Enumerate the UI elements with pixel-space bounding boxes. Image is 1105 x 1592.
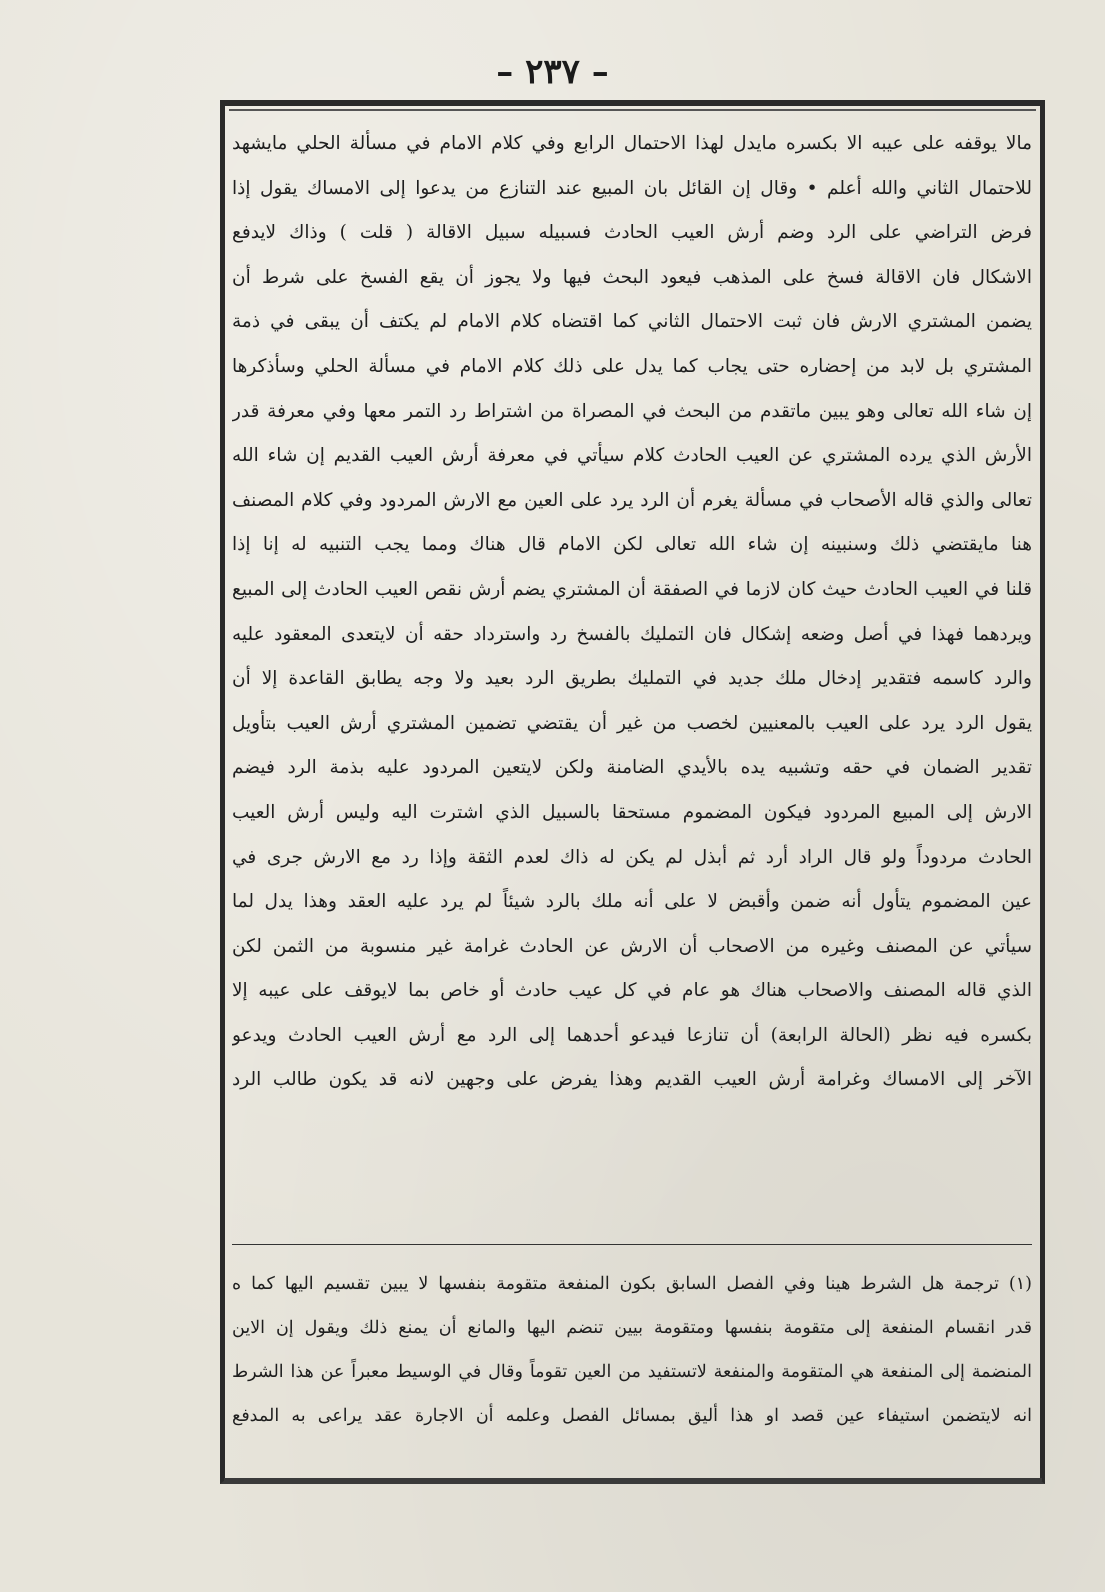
text-line: مالا يوقفه على عيبه الا بكسره مايدل لهذا الاحتمال الرابع وفي كلام الامام في مسألة الحلي مايشهد xyxy=(232,133,1032,154)
footnote-line: انه لايتضمن استيفاء عين قصد او هذا أليق بمسائل الفصل وعلمه أن الاجارة عقد يراعى به المدفع xyxy=(232,1406,1032,1426)
page-number: – ٢٣٧ – xyxy=(496,52,609,92)
text-line: الحادث مردوداً ولو قال الراد أرد ثم أبذل لم يكن له ذاك لعدم الثقة وإذا رد مع الارش جرى في xyxy=(232,846,1032,868)
text-line: ويردهما فهذا في أصل وضعه إشكال فان التمليك بالفسخ رد واسترداد حقه أن لايتعدى المعقود عليه xyxy=(232,623,1032,645)
text-line: الاشكال فان الاقالة فسخ على المذهب فيعود البحث فيها ولا يجوز أن يقع الفسخ على شرط أن xyxy=(232,266,1032,288)
footnote-line: المنضمة إلى المنفعة هي المتقومة والمنفعة لاتستفيد من العين تقوماً وقال في الوسيط معبراً عن هذا الشرط xyxy=(232,1362,1032,1382)
text-line: سيأتي عن المصنف وغيره من الاصحاب أن الارش عن الحادث غرامة غير منسوبة من الثمن لكن xyxy=(232,935,1032,957)
text-line: الأرش الذي يرده المشتري عن العيب الحادث كلام سيأتي في معرفة أرش العيب القديم إن شاء الله xyxy=(232,445,1032,467)
text-line: بكسره فيه نظر (الحالة الرابعة) أن تنازعا فيدعو أحدهما إلى الرد مع أرش العيب الحادث ويدعو xyxy=(232,1024,1032,1046)
text-line: عين المضموم يتأول أنه ضمن وأقبض لا على أنه ملك بالرد شيئاً لم يرد عليه العقد وهذا يدل لما xyxy=(232,891,1032,913)
text-line: يقول الرد يرد على العيب بالمعنيين لخصب من غير أن يقتضي تضمين المشتري أرش العيب بتأويل xyxy=(232,712,1032,734)
text-line: الآخر إلى الامساك وغرامة أرش العيب القديم وهذا يفرض على وجهين لانه قد يكون طالب الرد xyxy=(232,1069,1032,1091)
text-line: فرض التراضي على الرد وضم أرش العيب الحادث فسبيله سبيل الاقالة ( قلت ) وذاك لايدفع xyxy=(232,222,1032,244)
text-line: هنا مايقتضي ذلك وسنبينه إن شاء الله تعالى لكن الامام قال هناك ومما يجب التنبيه له إنا إذا xyxy=(232,534,1032,556)
text-line: يضمن المشتري الارش فان ثبت الاحتمال الثاني كما اقتضاه كلام الامام لم يكتف أن يبقى في ذمة xyxy=(232,311,1032,333)
text-line: الارش إلى المبيع المردود فيكون المضموم مستحقا بالسبيل الذي اشترت اليه وليس أرش العيب xyxy=(232,801,1032,823)
text-line: قلنا في العيب الحادث حيث كان لازما في الصفقة أن المشتري يضم أرش نقص العيب الحادث إلى المبيع xyxy=(232,578,1032,600)
footnote-block xyxy=(232,1262,1032,1438)
text-line: المشتري بل لابد من إحضاره حتى يجاب كما يدل على ذلك كلام الامام في مسألة الحلي وسأذكرها xyxy=(232,355,1032,377)
text-line: إن شاء الله تعالى وهو يبين ماتقدم من البحث في المصراة من اشتراط رد التمر معها وفي معرفة قدر xyxy=(232,400,1032,422)
footnote-line: (١) ترجمة هل الشرط هينا وفي الفصل السابق بكون المنفعة متقومة بنفسها لا يبين تقسيم اليها كما ه xyxy=(232,1274,1032,1294)
text-line: تعالى والذي قاله الأصحاب في مسألة يغرم أن الرد يرد على العين مع الارش المردود وفي كلام المصنف xyxy=(232,489,1032,511)
footnote-divider xyxy=(232,1244,1032,1245)
text-line: تقدير الضمان في حقه وتشبيه يده بالأيدي الضامنة ولكن لايتعين المردود عليه بذمة الرد فيضم xyxy=(232,757,1032,779)
bottom-rule xyxy=(224,1478,1042,1481)
text-line: للاحتمال الثاني والله أعلم • وقال إن القائل بان المبيع عند التنازع من يدعوا إلى الامساك يقول إذا xyxy=(232,177,1032,199)
footnote-line: قدر انقسام المنفعة إلى متقومة بنفسها ومتقومة بيين تنضم اليها والمانع أن يمنع ذلك ويقول إن الاين xyxy=(232,1318,1032,1338)
text-line: الذي قاله المصنف والاصحاب هناك هو عام في كل عيب حادث أو خاص بما لايوقف على عيبه إلا xyxy=(232,980,1032,1002)
main-text-body xyxy=(232,122,1032,1103)
text-line: والرد كاسمه فتقدير إدخال ملك جديد في التمليك بطريق الرد بعيد ولا وجه يطابق القاعدة إلا أن xyxy=(232,668,1032,690)
